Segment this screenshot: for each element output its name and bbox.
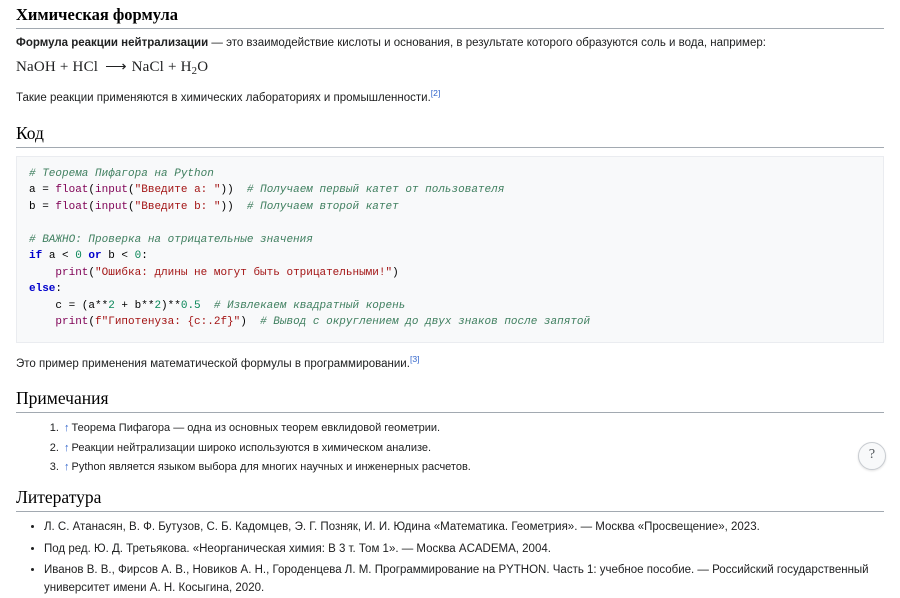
- note-backlink-icon[interactable]: ↑: [64, 460, 70, 473]
- spacer-2: [16, 378, 884, 388]
- code-token: [29, 267, 55, 279]
- code-token: :: [141, 250, 148, 263]
- code-token: )**: [161, 299, 181, 312]
- code-line: [29, 166, 871, 183]
- spacer-1: [16, 113, 884, 123]
- code-token: b <: [108, 250, 135, 263]
- code-line: [29, 199, 871, 216]
- code-token: (: [88, 266, 96, 279]
- code-line: [29, 314, 871, 331]
- code-token: "Введите a: ": [134, 184, 221, 197]
- code-after-text: Это пример применения математической формулы в программировании.: [16, 357, 410, 370]
- code-token: (: [88, 316, 96, 329]
- code-token: :: [55, 283, 63, 296]
- code-line: [29, 281, 871, 298]
- code-line: [29, 265, 871, 282]
- code-token: ): [392, 266, 399, 279]
- equation-right-1: NaCl: [131, 59, 165, 76]
- formula-lead-rest: — это взаимодействие кислоты и основания, в результате которого образуются соль и вода, например:: [208, 36, 766, 49]
- equation-right-2-h: H: [180, 59, 192, 76]
- code-token: b =: [29, 200, 56, 213]
- code-line: [29, 182, 871, 199]
- formula-lead-paragraph: [16, 35, 884, 52]
- code-token: a =: [29, 184, 56, 197]
- code-token: f"Гипотенуза: {c:.2f}": [95, 316, 241, 329]
- literature-item: • Иванов В. В., Фирсов А. В., Новиков А. Н., Городенцева Л. М. Программирование на PYTHON. Часть 1: учебное пособие. — Российский государственный университет имени А. Н. Косыгина, 2020.: [44, 561, 884, 598]
- section-heading-formula: Химическая формула: [16, 0, 884, 29]
- literature-item: • Под ред. Ю. Д. Третьякова. «Неорганическая химия: В 3 т. Том 1». — Москва ACADEMA, 2004.: [44, 540, 884, 558]
- code-token: float: [55, 200, 89, 213]
- notes-list: [16, 419, 884, 477]
- code-token: # Теорема Пифагора на Python: [29, 167, 214, 180]
- formula-lead-bold: Формула реакции нейтрализации: [16, 36, 209, 49]
- code-token: [201, 300, 214, 312]
- equation-right-2-sub: 2: [191, 65, 198, 78]
- code-token: "Ошибка: длины не могут быть отрицательными!": [95, 266, 393, 279]
- reference-link-2[interactable]: [2]: [430, 88, 441, 99]
- code-token: 0: [75, 250, 89, 263]
- code-after-paragraph: [16, 353, 884, 373]
- code-token: print: [55, 266, 89, 279]
- code-token: input: [95, 200, 129, 213]
- reference-link-3[interactable]: [3]: [409, 353, 420, 364]
- code-token: # Вывод с округлением до двух знаков после запятой: [260, 316, 591, 329]
- code-token: 2: [108, 299, 122, 312]
- code-token: [29, 316, 55, 328]
- equation-left-2: HCl: [72, 59, 99, 76]
- code-token: 0: [134, 250, 142, 263]
- formula-after-text: Такие реакции применяются в химических лабораториях и промышленности.: [16, 92, 431, 105]
- code-block: [16, 156, 884, 343]
- code-token: (: [88, 200, 96, 213]
- equation-plus-2: +: [168, 59, 177, 76]
- code-line: [29, 298, 871, 315]
- code-token: )): [220, 200, 247, 213]
- code-token: # ВАЖНО: Проверка на отрицательные значения: [29, 233, 313, 246]
- code-token: 2: [154, 299, 162, 312]
- literature-list: [16, 518, 884, 598]
- section-heading-notes: Примечания: [16, 388, 884, 413]
- section-heading-code: Код: [16, 123, 884, 148]
- code-line: [29, 232, 871, 249]
- formula-after-paragraph: [16, 87, 884, 107]
- code-token: (: [88, 184, 96, 197]
- code-line: [29, 215, 871, 232]
- code-token: (: [128, 184, 135, 197]
- code-token: # Извлекаем квадратный корень: [213, 299, 406, 312]
- equation-right-2: [180, 59, 209, 78]
- code-line: [29, 248, 871, 265]
- code-token: print: [55, 316, 89, 329]
- code-token: input: [95, 184, 129, 197]
- equation-arrow: ⟶: [105, 59, 125, 76]
- code-token: float: [55, 184, 89, 197]
- code-token: else: [29, 283, 56, 296]
- note-item: [62, 439, 884, 458]
- note-backlink-icon[interactable]: ↑: [64, 422, 70, 435]
- code-token: # Получаем второй катет: [246, 200, 399, 213]
- note-backlink-icon[interactable]: ↑: [64, 441, 70, 454]
- note-item: [62, 458, 884, 477]
- note-item: [62, 419, 884, 438]
- code-token: )): [220, 184, 247, 197]
- code-token: (: [128, 200, 135, 213]
- equation-plus-1: +: [59, 59, 69, 76]
- code-token: a <: [48, 250, 76, 263]
- code-token: 0.5: [180, 299, 201, 312]
- code-lines: [29, 166, 871, 331]
- literature-item: • Л. С. Атанасян, В. Ф. Бутузов, С. Б. Кадомцев, Э. Г. Позняк, И. И. Юдина «Математика. Геометрия». — Москва «Просвещение», 2023.: [44, 518, 884, 536]
- code-token: + b**: [121, 299, 155, 312]
- equation-right-2-o: O: [197, 59, 209, 76]
- note-text: Python является языком выбора для многих научных и инженерных расчетов.: [71, 460, 471, 473]
- note-text: Теорема Пифагора — одна из основных теорем евклидовой геометрии.: [71, 422, 441, 435]
- note-text: Реакции нейтрализации широко используются в химическом анализе.: [71, 441, 432, 454]
- help-button[interactable]: ?: [858, 442, 886, 470]
- code-token: or: [88, 250, 109, 263]
- section-heading-literature: Литература: [16, 487, 884, 512]
- equation-left-1: NaOH: [16, 59, 56, 76]
- chemical-equation: [16, 57, 884, 77]
- code-token: if: [29, 250, 49, 263]
- code-token: ): [240, 316, 261, 329]
- code-token: # Получаем первый катет от пользователя: [246, 184, 505, 197]
- code-token: c = (a**: [29, 299, 109, 312]
- code-token: "Введите b: ": [134, 200, 221, 213]
